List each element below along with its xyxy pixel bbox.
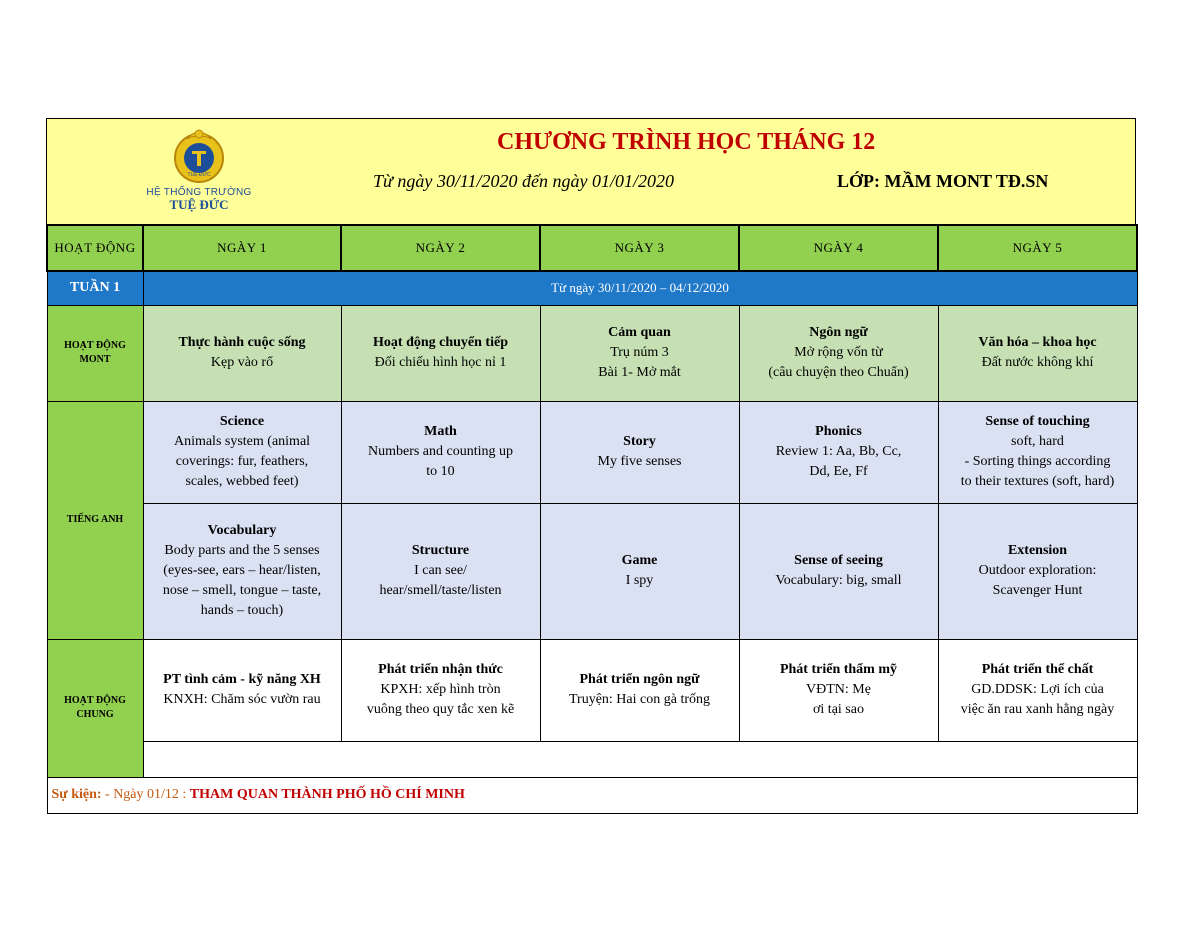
common-cell-5	[938, 639, 1137, 741]
cell-line: Scavenger Hunt	[992, 583, 1083, 598]
mont-cell-3	[540, 305, 739, 401]
cell-line: I spy	[625, 573, 654, 588]
mont-cell-5	[938, 305, 1137, 401]
common-empty-row	[47, 741, 1137, 777]
cell-title: Math	[424, 424, 457, 439]
cell-line: - Sorting things according	[964, 454, 1111, 469]
common-cell-4	[739, 639, 938, 741]
event-row	[47, 777, 1137, 813]
cell-line: Đất nước không khí	[981, 355, 1094, 370]
english-cell-1-2	[341, 401, 540, 503]
class-label: LỚP: MẦM MONT TĐ.SN	[837, 171, 1049, 191]
cell-line: ơi tại sao	[813, 702, 864, 717]
cell-title: Hoạt động chuyển tiếp	[373, 335, 508, 350]
event-cell	[47, 777, 1137, 813]
mont-cell-1	[143, 305, 341, 401]
cell-line: Animals system (animal	[173, 434, 311, 449]
cell-title: Structure	[411, 543, 470, 558]
cell-title: Vocabulary	[207, 523, 277, 538]
cell-line: Đối chiếu hình học nỉ 1	[374, 355, 507, 370]
cell-line: KNXH: Chăm sóc vườn rau	[163, 692, 321, 707]
english-row-2	[47, 503, 1137, 639]
school-logo	[139, 125, 259, 213]
cell-title: Phát triển ngôn ngữ	[579, 672, 700, 687]
english-cell-1-3	[540, 401, 739, 503]
day-4-header: NGÀY 4	[739, 225, 938, 271]
logo-line1: HỆ THỐNG TRƯỜNG	[146, 187, 252, 198]
common-label: HOẠT ĐỘNG CHUNG	[47, 639, 143, 777]
cell-line: Mở rộng vốn từ	[794, 345, 883, 360]
page-title: CHƯƠNG TRÌNH HỌC THÁNG 12	[497, 129, 876, 155]
cell-title: Sense of seeing	[794, 553, 883, 568]
cell-title: Văn hóa – khoa học	[978, 335, 1097, 350]
cell-line: Trụ núm 3	[610, 345, 669, 360]
cell-line: Review 1: Aa, Bb, Cc,	[775, 444, 902, 459]
logo-line2: TUỆ ĐỨC	[169, 197, 229, 212]
schedule-sheet	[46, 118, 1136, 814]
schedule-header	[46, 118, 1136, 224]
week-row	[47, 271, 1137, 305]
emblem-text: TUỆ ĐỨC	[187, 172, 211, 178]
english-cell-2-2	[341, 503, 540, 639]
cell-line: (eyes-see, ears – hear/listen,	[163, 563, 321, 578]
empty-cell	[143, 741, 1137, 777]
cell-line: nose – smell, tongue – taste,	[162, 583, 322, 598]
cell-line: Vocabulary: big, small	[775, 573, 902, 588]
cell-line: việc ăn rau xanh hằng ngày	[960, 702, 1115, 717]
cell-line: I can see/	[414, 563, 467, 578]
cell-line: Numbers and counting up	[367, 444, 514, 459]
event-date: - Ngày 01/12 :	[101, 787, 190, 802]
cell-line: scales, webbed feet)	[185, 474, 299, 489]
cell-line: hear/smell/taste/listen	[379, 583, 502, 598]
mont-label: HOẠT ĐỘNG MONT	[47, 305, 143, 401]
cell-line: My five senses	[597, 454, 682, 469]
cell-title: Game	[621, 553, 658, 568]
english-label: TIẾNG ANH	[47, 401, 143, 639]
cell-title: Extension	[1007, 543, 1068, 558]
event-label: Sự kiện:	[51, 787, 102, 802]
cell-title: Cảm quan	[608, 325, 671, 340]
cell-title: Phát triển thẩm mỹ	[779, 662, 898, 677]
cell-title: Phát triển thể chất	[981, 662, 1094, 677]
english-cell-1-4	[739, 401, 938, 503]
english-cell-2-1	[143, 503, 341, 639]
common-row	[47, 639, 1137, 741]
date-range: Từ ngày 30/11/2020 đến ngày 01/01/2020	[373, 171, 674, 191]
week-label: TUẦN 1	[47, 271, 143, 305]
cell-title: Thực hành cuộc sống	[178, 335, 306, 350]
cell-line: Truyện: Hai con gà trống	[568, 692, 711, 707]
cell-title: PT tình cảm - kỹ năng XH	[163, 672, 321, 687]
event-title: THAM QUAN THÀNH PHỐ HỒ CHÍ MINH	[189, 787, 465, 802]
cell-line: Outdoor exploration:	[978, 563, 1097, 578]
common-cell-1	[143, 639, 341, 741]
cell-line: Bài 1- Mở mắt	[598, 365, 681, 380]
cell-line: Kẹp vào rổ	[210, 355, 274, 370]
english-cell-2-5	[938, 503, 1137, 639]
cell-line: KPXH: xếp hình tròn	[380, 682, 501, 697]
cell-title: Story	[623, 434, 656, 449]
cell-title: Phát triển nhận thức	[378, 662, 503, 677]
cell-line: to 10	[426, 464, 455, 479]
english-cell-1-1	[143, 401, 341, 503]
cell-line: to their textures (soft, hard)	[960, 474, 1115, 489]
english-row-1	[47, 401, 1137, 503]
common-cell-3	[540, 639, 739, 741]
english-cell-2-4	[739, 503, 938, 639]
cell-title: Sense of touching	[985, 414, 1090, 429]
common-cell-2	[341, 639, 540, 741]
day-1-header: NGÀY 1	[143, 225, 341, 271]
cell-line: (câu chuyện theo Chuẩn)	[768, 365, 909, 380]
cell-line: Dd, Ee, Ff	[809, 464, 868, 479]
week-range: Từ ngày 30/11/2020 – 04/12/2020	[143, 271, 1137, 305]
day-5-header: NGÀY 5	[938, 225, 1137, 271]
cell-title: Science	[219, 414, 265, 429]
cell-line: VĐTN: Mẹ	[806, 682, 871, 697]
emblem-icon	[170, 125, 228, 185]
cell-title: Ngôn ngữ	[809, 325, 868, 340]
activity-header: HOẠT ĐỘNG	[47, 225, 143, 271]
cell-title: Phonics	[815, 424, 862, 439]
cell-line: coverings: fur, feathers,	[175, 454, 309, 469]
mont-row	[47, 305, 1137, 401]
day-3-header: NGÀY 3	[540, 225, 739, 271]
cell-line: vuông theo quy tắc xen kẽ	[366, 702, 515, 717]
cell-line: Body parts and the 5 senses	[164, 543, 320, 558]
english-cell-2-3	[540, 503, 739, 639]
english-cell-1-5	[938, 401, 1137, 503]
mont-cell-4	[739, 305, 938, 401]
mont-cell-2	[341, 305, 540, 401]
cell-line: soft, hard	[1011, 434, 1064, 449]
day-header-row	[47, 225, 1137, 271]
schedule-table	[46, 224, 1138, 814]
day-2-header: NGÀY 2	[341, 225, 540, 271]
cell-line: hands – touch)	[200, 603, 284, 618]
cell-line: GD.DDSK: Lợi ích của	[971, 682, 1104, 697]
